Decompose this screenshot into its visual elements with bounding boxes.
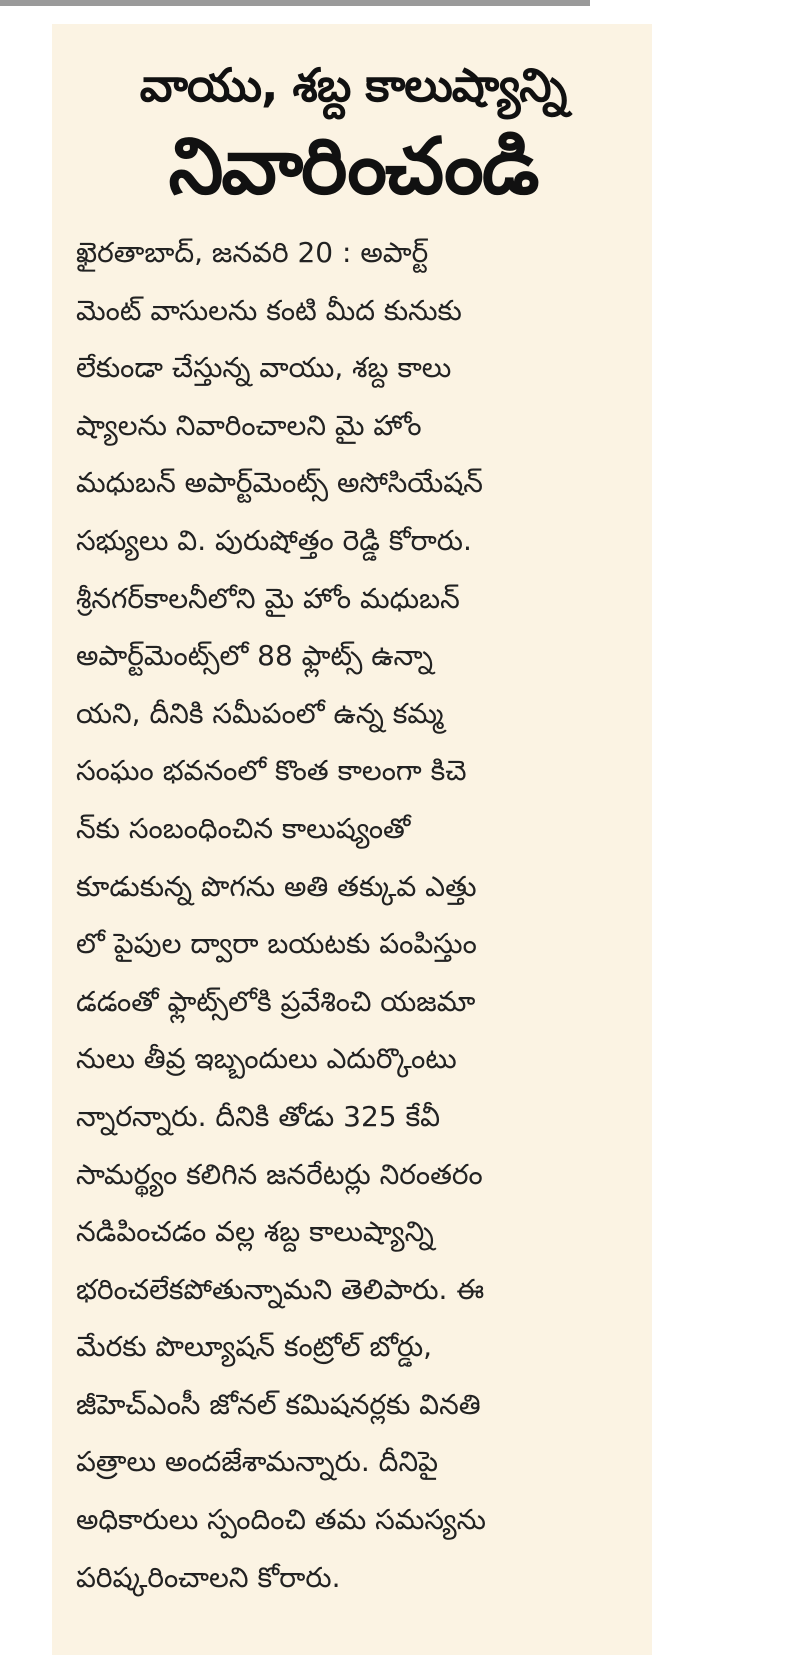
body-line: అపార్ట్‌మెంట్స్‌లో 88 ఫ్లాట్స్ ఉన్నా bbox=[76, 639, 433, 673]
body-line: పరిష్కరించాలని కోరారు. bbox=[76, 1560, 341, 1594]
body-line: మేరకు పొల్యూషన్ కంట్రోల్ బోర్డు, bbox=[76, 1330, 433, 1364]
body-line: న్నారన్నారు. దీనికి తోడు 325 కేవీ bbox=[76, 1099, 441, 1133]
body-line: భరించలేకపోతున్నామని తెలిపారు. ఈ bbox=[76, 1272, 485, 1306]
body-line: కూడుకున్న పొగను అతి తక్కువ ఎత్తు bbox=[76, 869, 477, 903]
body-line: నులు తీవ్ర ఇబ్బందులు ఎదుర్కొంటు bbox=[76, 1042, 457, 1076]
body-line: అధికారులు స్పందించి తమ సమస్యను bbox=[76, 1503, 486, 1537]
headline-line-1: వాయు, శబ్ద కాలుష్యాన్ని bbox=[139, 58, 567, 112]
newspaper-clipping bbox=[52, 24, 652, 1655]
article-body bbox=[76, 224, 630, 1606]
body-line: పత్రాలు అందజేశామన్నారు. దీనిపై bbox=[76, 1445, 439, 1479]
body-line: ఖైరతాబాద్, జనవరి 20 : అపార్ట్ bbox=[76, 236, 429, 269]
headline bbox=[76, 58, 630, 212]
body-line: నడిపించడం వల్ల శబ్ద కాలుష్యాన్ని bbox=[76, 1215, 434, 1249]
body-line: యని, దీనికి సమీపంలో ఉన్న కమ్మ bbox=[76, 696, 444, 730]
body-line: జీహెచ్ఎంసీ జోనల్ కమిషనర్లకు వినతి bbox=[76, 1387, 481, 1421]
body-line: సభ్యులు వి. పురుషోత్తం రెడ్డి కోరారు. bbox=[76, 523, 472, 557]
body-line: లేకుండా చేస్తున్న వాయు, శబ్ద కాలు bbox=[76, 351, 452, 385]
headline-line-2: నివారించండి bbox=[168, 122, 538, 212]
body-line: ష్యాలను నివారించాలని మై హోం bbox=[76, 408, 422, 442]
body-line: డడంతో ఫ్లాట్స్‌లోకి ప్రవేశించి యజమా bbox=[76, 984, 476, 1018]
body-line: న్‌కు సంబంధించిన కాలుష్యంతో bbox=[76, 811, 411, 845]
body-line: మధుబన్ అపార్ట్‌మెంట్స్ అసోసియేషన్ bbox=[76, 466, 483, 500]
body-line: సంఘం భవనంలో కొంత కాలంగా కిచె bbox=[76, 754, 467, 788]
body-line: మెంట్ వాసులను కంటి మీద కునుకు bbox=[76, 293, 462, 327]
body-line: సామర్థ్యం కలిగిన జనరేటర్లు నిరంతరం bbox=[76, 1157, 483, 1191]
body-line: లో పైపుల ద్వారా బయటకు పంపిస్తుం bbox=[76, 927, 477, 961]
top-divider bbox=[0, 0, 590, 6]
body-line: శ్రీనగర్‌కాలనీలోని మై హోం మధుబన్ bbox=[76, 581, 460, 615]
